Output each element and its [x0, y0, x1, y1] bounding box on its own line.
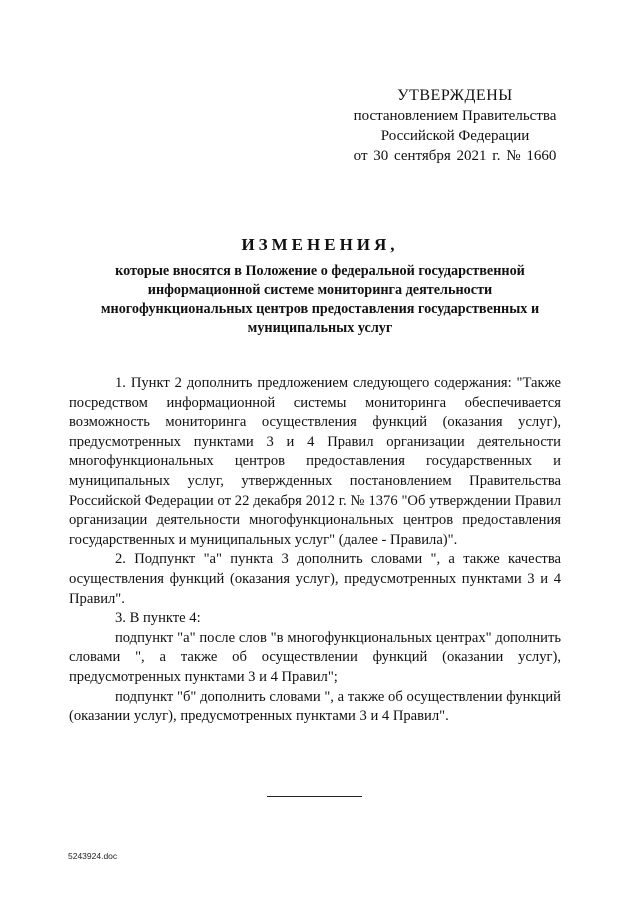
paragraph-item-2: 2. Подпункт "а" пункта 3 дополнить словами ", а также качества осуществления функций (оказания услуг), предусмотренных пунктами 3 и 4 Правил". [69, 551, 561, 607]
document-title: ИЗМЕНЕНИЯ, [241, 235, 399, 254]
approval-date-number: от 30 сентября 2021 г. № 1660 [353, 148, 557, 164]
document-file-code: 5243924.doc [68, 851, 118, 861]
approval-line-government: постановлением Правительства [353, 108, 557, 124]
approval-block [340, 86, 570, 166]
approval-line-federation: Российской Федерации [380, 128, 530, 144]
paragraph-subitem-a: подпункт "а" после слов "в многофункциональных центрах" дополнить словами ", а также об осуществлении функций (оказании услуг), предусмотренных пунктами 3 и 4 Правил"; [69, 629, 561, 685]
document-subtitle: которые вносятся в Положение о федеральной государственной информационной системе мониторинга деятельности многофункциональных центров предоставления государственных и муниципальных услуг [100, 263, 540, 336]
paragraph-item-1: 1. Пункт 2 дополнить предложением следующего содержания: "Также посредством информационной системы мониторинга обеспечивается возможность мониторинга осуществления функций (оказания услуг), предусмотренных пунктами 3 и 4 Правил организации деятельности многофункциональных центров предоставления государственных и муниципальных услуг, утвержденных постановлением Правительства Российской Федерации от 22 декабря 2012 г. № 1376 "Об утверждении Правил организации деятельности многофункциональных центров предоставления государственных и муниципальных услуг" (далее - Правила)". [69, 375, 561, 548]
document-body [69, 374, 561, 727]
paragraph-item-3: 3. В пункте 4: [115, 610, 201, 627]
approval-heading: УТВЕРЖДЕНЫ [397, 87, 513, 104]
end-separator-line [267, 796, 362, 797]
paragraph-subitem-b: подпункт "б" дополнить словами ", а также об осуществлении функций (оказании услуг), предусмотренных пунктами 3 и 4 Правил". [69, 688, 561, 725]
